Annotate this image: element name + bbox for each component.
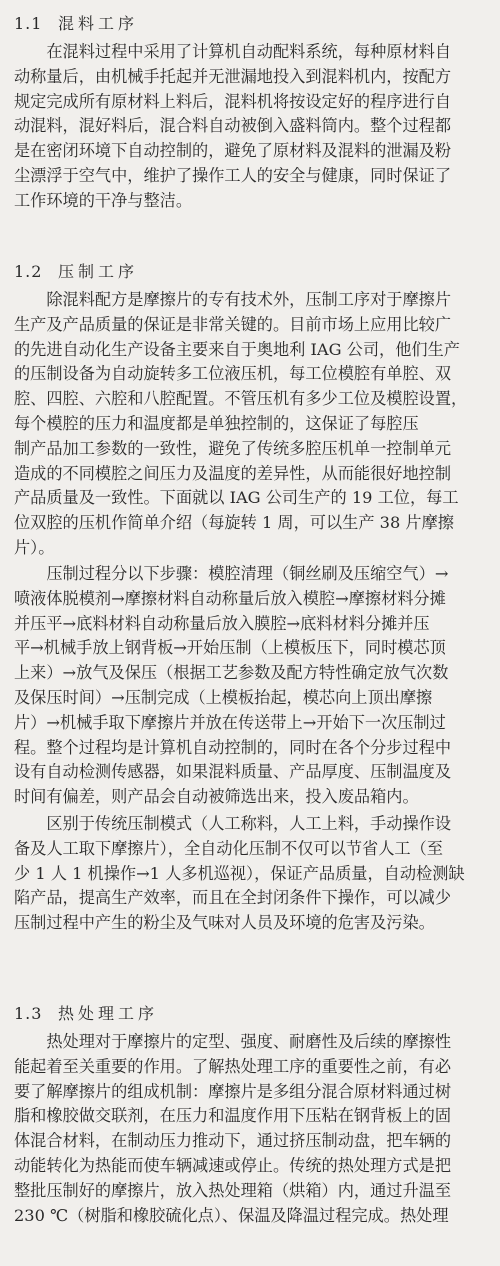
text-line: 动称量后，由机械手托起并无泄漏地投入到混料机内，按配方 [14, 66, 452, 86]
section-number: 1.2 [14, 262, 43, 281]
paragraph-heat-treatment [14, 1030, 490, 1228]
text-line: 230 ℃（树脂和橡胶硫化点）、保温及降温过程完成。热处理 [14, 1205, 449, 1225]
text-line: 是在密闭环境下自动控制的，避免了原材料及混料的泄漏及粉 [14, 141, 452, 161]
text-line: 产品质量及一致性。下面就以 IAG 公司生产的 19 工位，每工 [14, 488, 459, 508]
text-line: 的压制设备为自动旋转多工位液压机，每工位模腔有单腔、双 [14, 364, 452, 384]
section-title: 混料工序 [58, 14, 139, 33]
text-line: 片）。 [14, 537, 55, 557]
text-line: 能起着至关重要的作用。了解热处理工序的重要性之前，有必 [14, 1056, 452, 1076]
text-line: 喷液体脱模剂→摩擦材料自动称量后放入模腔→摩擦材料分摊 [14, 588, 446, 608]
text-line: 时间有偏差，则产品会自动被筛选出来，投入废品箱内。 [14, 787, 419, 807]
text-line: 每个模腔的压力和温度都是单独控制的，这保证了每腔压 [14, 413, 419, 433]
text-line: 片）→机械手取下摩擦片并放在传送带上→开始下一次压制过 [14, 712, 446, 732]
paragraph-pressing-steps [14, 562, 490, 810]
text-line: 热处理对于摩擦片的定型、强度、耐磨性及后续的摩擦性 [14, 1032, 452, 1051]
text-line: 动能转化为热能而使车辆减速或停止。传统的热处理方式是把 [14, 1155, 452, 1175]
text-line: 规定完成所有原材料上料后，混料机将按设定好的程序进行自 [14, 91, 452, 111]
text-line: 腔、四腔、六腔和八腔配置。不管压机有多少工位及模腔设置， [14, 389, 468, 409]
text-line: 及保压时间）→压制完成（上模板抬起，模芯向上顶出摩擦 [14, 687, 433, 707]
text-line: 备及人工取下摩擦片），全自动化压制不仅可以节省人工（至 [14, 838, 443, 858]
text-line: 整批压制好的摩擦片，放入热处理箱（烘箱）内，通过升温至 [14, 1180, 452, 1200]
paragraph-pressing-comparison [14, 812, 490, 936]
text-line: 尘漂浮于空气中，维护了操作工人的安全与健康，同时保证了 [14, 165, 452, 185]
text-line: 的先进自动化生产设备主要来自于奥地利 IAG 公司，他们生产 [14, 339, 460, 359]
text-line: 上来）→放气及保压（根据工艺参数及配方特性确定放气次数 [14, 663, 449, 683]
text-line: 平→机械手放上钢背板→开始压制（上模板压下，同时模芯顶 [14, 638, 446, 658]
text-line: 程。整个过程均是计算机自动控制的，同时在各个分步过程中 [14, 737, 452, 757]
section-heading-1-2 [14, 262, 138, 282]
text-line: 区别于传统压制模式（人工称料，人工上料，手动操作设 [14, 814, 452, 833]
section-title: 压制工序 [58, 262, 139, 281]
section-heading-1-1 [14, 14, 138, 34]
text-line: 脂和橡胶做交联剂，在压力和温度作用下压粘在钢背板上的固 [14, 1106, 452, 1126]
section-number: 1.1 [14, 14, 43, 33]
text-line: 生产及产品质量的保证是非常关键的。目前市场上应用比较广 [14, 314, 452, 334]
text-line: 压制过程分以下步骤：模腔清理（铜丝刷及压缩空气）→ [14, 564, 449, 583]
text-line: 少 1 人 1 机操作→1 人多机巡视），保证产品质量，自动检测缺 [14, 863, 465, 883]
text-line: 造成的不同模腔之间压力及温度的差异性，从而能很好地控制 [14, 463, 452, 483]
paragraph-pressing-intro [14, 288, 490, 561]
text-line: 动混料，混好料后，混合料自动被倒入盛料筒内。整个过程都 [14, 116, 452, 136]
section-heading-1-3 [14, 1004, 158, 1024]
paragraph-mixing [14, 40, 490, 214]
text-line: 并压平→底料材料自动称量后放入膜腔→底料材料分摊并压 [14, 613, 430, 633]
text-line: 除混料配方是摩擦片的专有技术外，压制工序对于摩擦片 [14, 290, 452, 309]
text-line: 在混料过程中采用了计算机自动配料系统，每种原材料自 [14, 42, 452, 61]
text-line: 陷产品，提高生产效率，而且在全封闭条件下操作，可以减少 [14, 888, 452, 908]
text-line: 压制过程中产生的粉尘及气味对人员及环境的危害及污染。 [14, 913, 435, 933]
section-number: 1.3 [14, 1004, 43, 1023]
text-line: 位双腔的压机作简单介绍（每旋转 1 周，可以生产 38 片摩擦 [14, 513, 454, 533]
text-line: 体混合材料，在制动压力推动下，通过挤压制动盘，把车辆的 [14, 1131, 452, 1151]
section-title: 热处理工序 [58, 1004, 159, 1023]
text-line: 制产品加工参数的一致性，避免了传统多腔压机单一控制单元 [14, 438, 452, 458]
text-line: 要了解摩擦片的组成机制：摩擦片是多组分混合原材料通过树 [14, 1081, 452, 1101]
text-line: 设有自动检测传感器，如果混料质量、产品厚度、压制温度及 [14, 762, 452, 782]
text-line: 工作环境的干净与整洁。 [14, 190, 193, 210]
